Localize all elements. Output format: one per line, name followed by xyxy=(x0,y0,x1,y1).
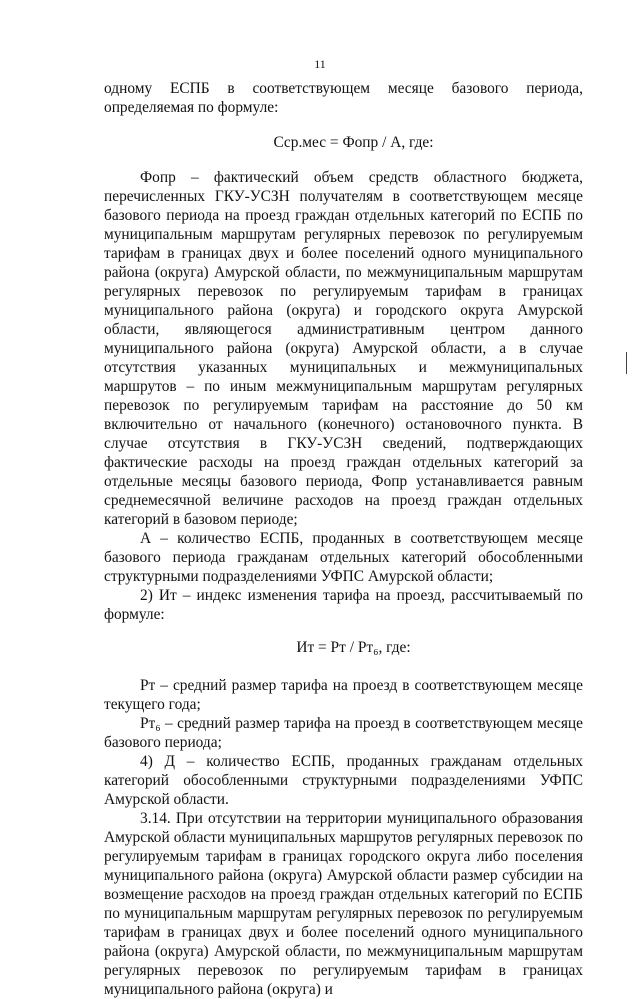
formula-tariff-index: Ит = Рт / Рт₆, где: xyxy=(296,639,411,656)
item-2-tariff-index: 2) Ит – индекс изменения тарифа на проезд, рассчитываемый по формуле: xyxy=(104,587,583,623)
fopr-definition: Фопр – фактический объем средств областного бюджета, перечисленных ГКУ-УСЗН получателям в соответствующем месяце базового периода на проезд граждан отдельных категорий по ЕСПБ по муниципальным маршрутам регулярных перевозок по регулируемым тарифам в границах двух и более поселений одного муниципального района (округа) Амурской области, по межмуниципальным маршрутам регулярных перевозок по регулируемым тарифам в границах муниципального района (округа) и городского округа Амурской области, являющегося административным центром данного муниципального района (округа) Амурской области, а в случае отсутствия указанных муниципальных и межмуниципальных маршрутов – по иным межмуниципальным маршрутам регулярных перевозок по регулируемым тарифам на расстояние до 50 км включительно от начального (конечного) остановочного пункта. В случае отсутствия в ГКУ-УСЗН сведений, подтверждающих фактические расходы на проезд граждан отдельных категорий за отдельные месяцы базового периода, Фопр устанавливается равным среднемесячной величине расходов на проезд граждан отдельных категорий в базовом периоде; xyxy=(104,169,583,528)
formula-average-cost: Сср.мес = Фопр / А, где: xyxy=(273,134,434,151)
section-3-14: 3.14. При отсутствии на территории муниципального образования Амурской области муниципальных маршрутов регулярных перевозок по регулируемым тарифам в границах городского округа либо поселения муниципального района (округа) Амурской области размер субсидии на возмещение расходов на проезд граждан отдельных категорий по ЕСПБ по муниципальным маршрутам регулярных перевозок по регулируемым тарифам в границах двух и более поселений одного муниципального района (округа) Амурской области, по межмуниципальным маршрутам регулярных перевозок по регулируемым тарифам в границах муниципального района (округа) и xyxy=(104,810,583,998)
document-body xyxy=(104,79,583,999)
rtb-definition: Рт₆ – средний размер тарифа на проезд в соответствующем месяце базового периода; xyxy=(104,715,583,751)
a-definition: А – количество ЕСПБ, проданных в соответствующем месяце базового периода гражданам отдельных категорий обособленными структурными подразделениями УФПС Амурской области; xyxy=(104,530,583,585)
margin-mark xyxy=(626,352,627,374)
item-4-d-definition: 4) Д – количество ЕСПБ, проданных гражданам отдельных категорий обособленными структурными подразделениями УФПС Амурской области. xyxy=(104,753,583,808)
rt-definition: Рт – средний размер тарифа на проезд в соответствующем месяце текущего года; xyxy=(104,677,583,713)
page-number: 11 xyxy=(314,57,326,71)
intro-line: одному ЕСПБ в соответствующем месяце базового периода, определяемая по формуле: xyxy=(104,80,583,116)
